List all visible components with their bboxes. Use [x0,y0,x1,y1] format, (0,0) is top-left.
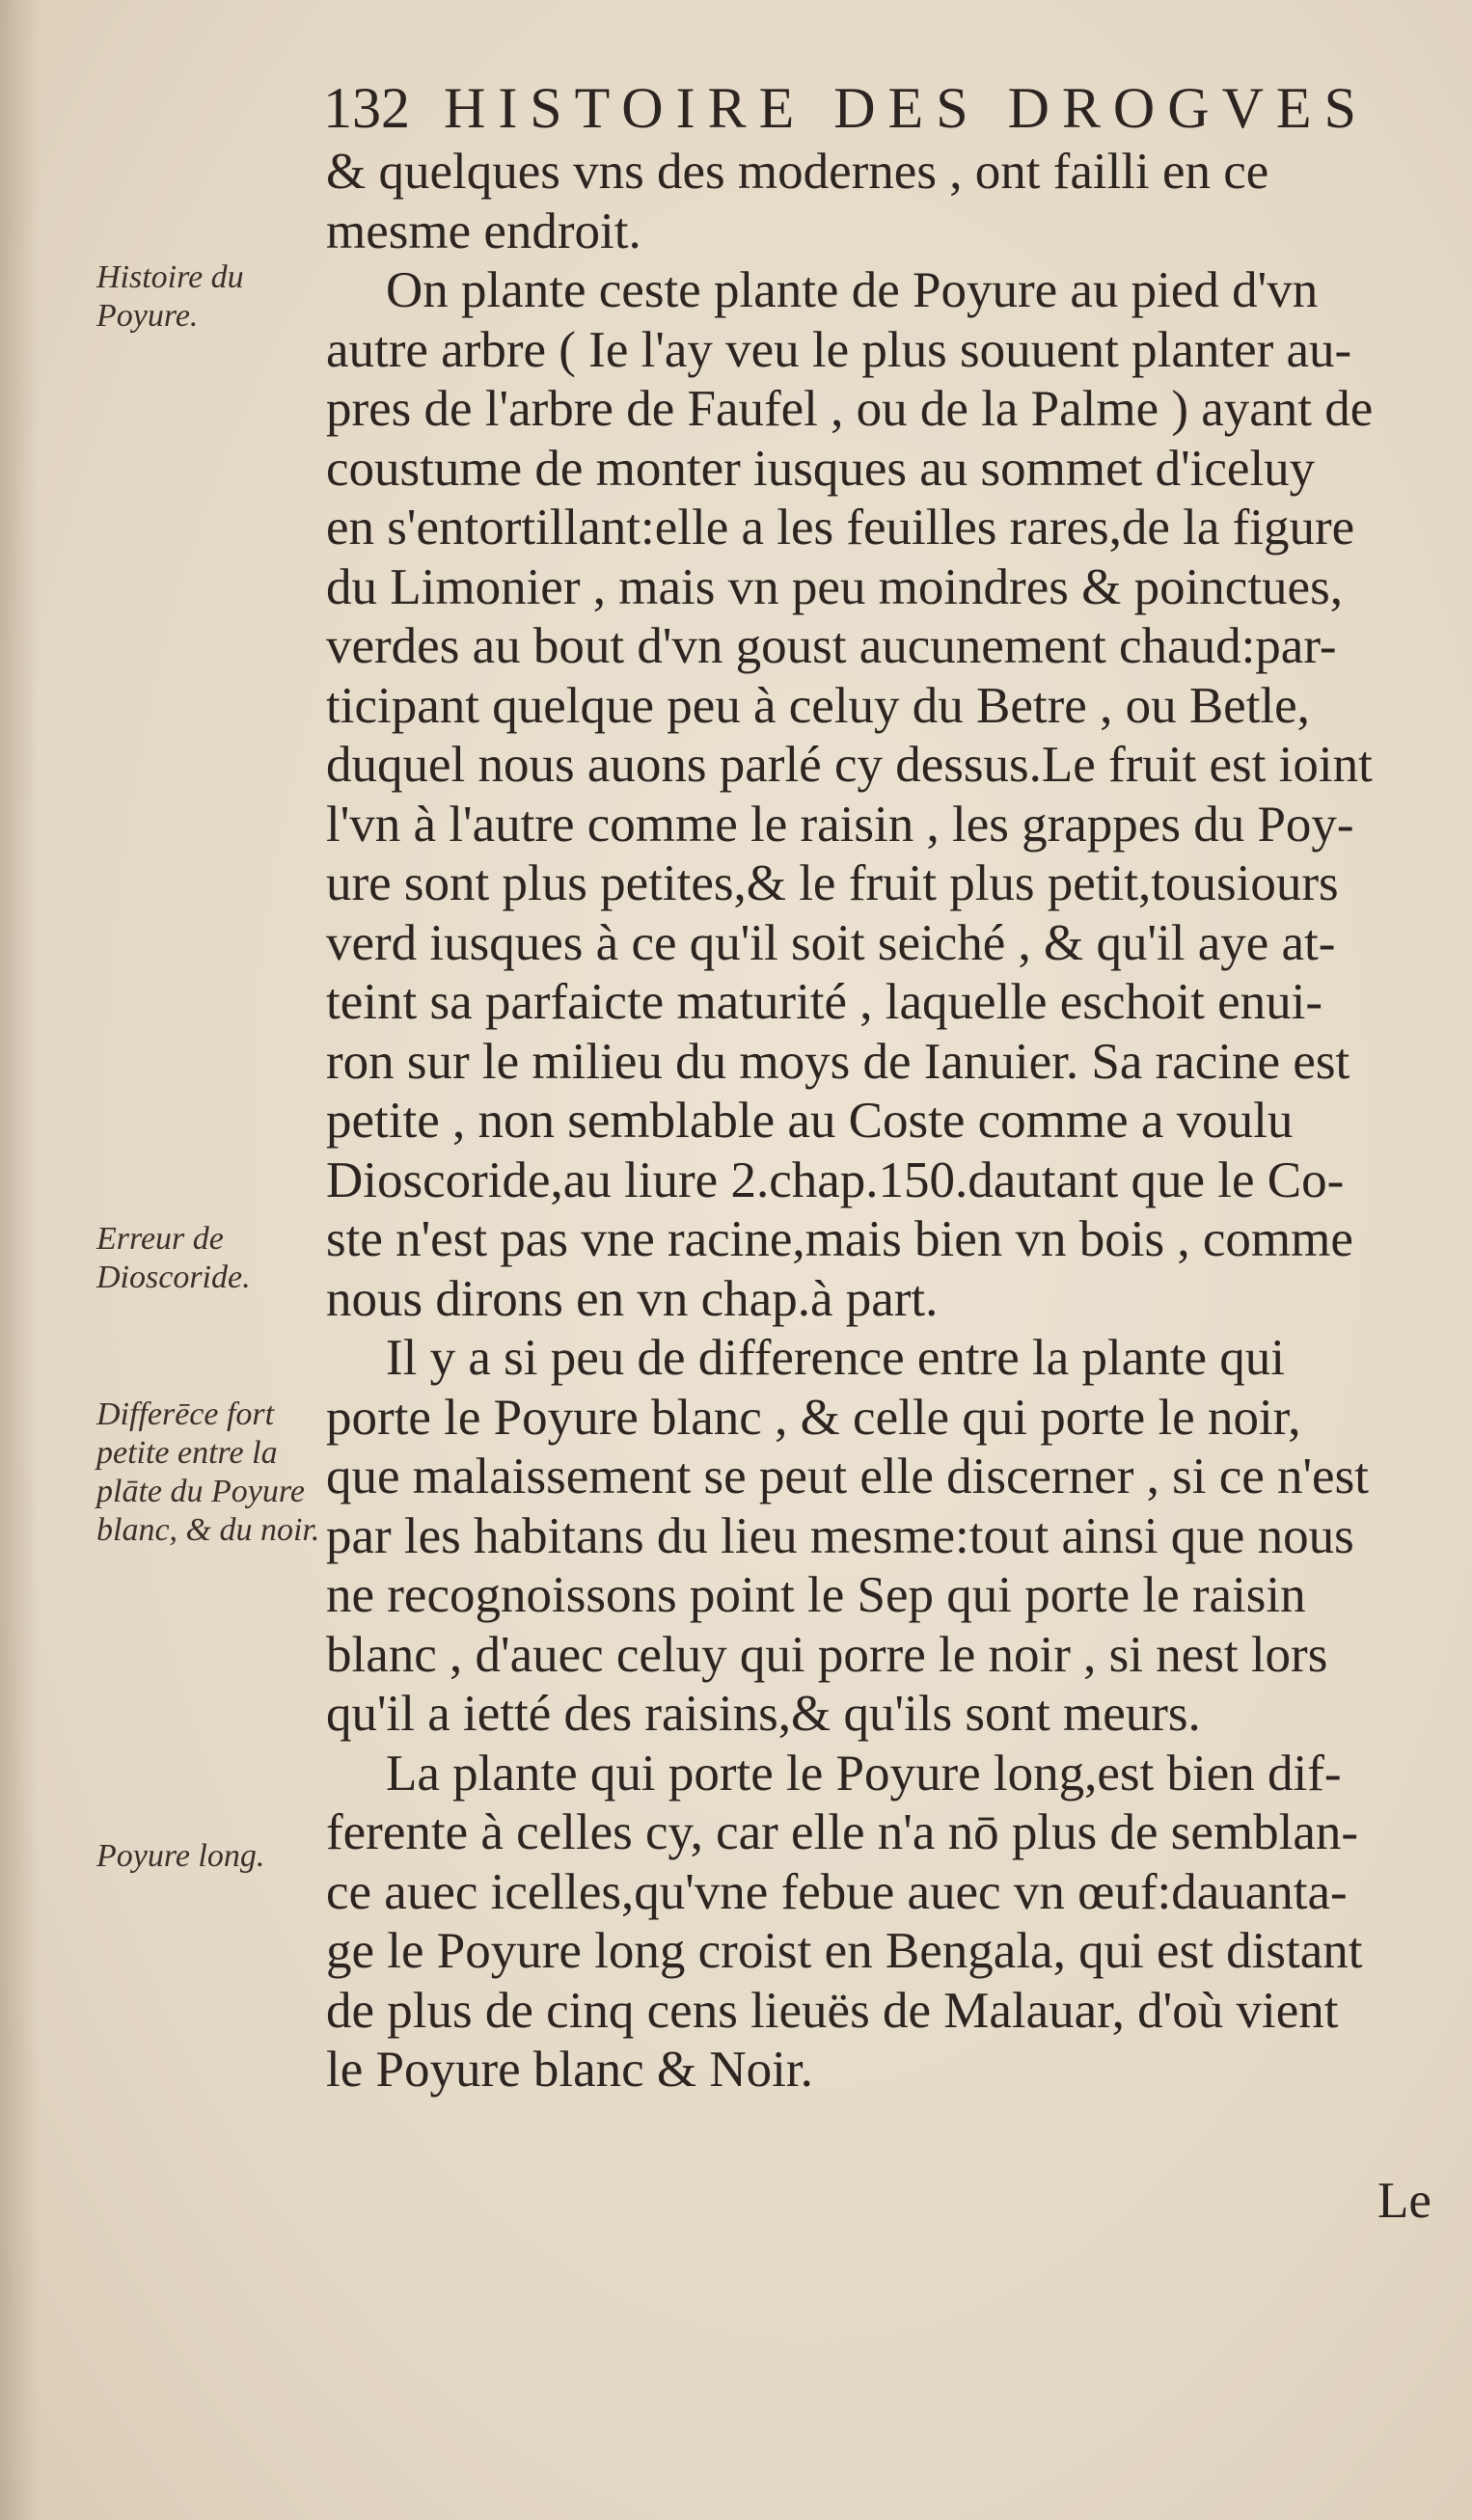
running-title: HISTOIRE DES DROGVES [444,76,1369,140]
text-line: autre arbre ( Ie l'ay veu le plus souuent planter au- [326,321,1352,378]
page-gutter-shadow [0,0,39,2520]
text-line: coustume de monter iusques au sommet d'iceluy [326,440,1316,497]
text-line: qu'il a ietté des raisins,& qu'ils sont meurs. [326,1686,1201,1742]
text-line: mesme endroit. [326,203,641,259]
text-line: ce auec icelles,qu'vne febue auec vn œuf:dauanta- [326,1863,1348,1920]
margin-note-erreur: Erreur de Dioscoride. [96,1221,251,1295]
text-line: teint sa parfaicte maturité , laquelle eschoit enui- [326,974,1323,1030]
text-line: ron sur le milieu du moys de Ianuier. Sa racine est [326,1033,1350,1090]
text-line: petite , non semblable au Coste comme a voulu [326,1093,1294,1149]
text-line: ticipant quelque peu à celuy du Betre , ou Betle, [326,677,1310,734]
text-line: blanc , d'auec celuy qui porre le noir , si nest lors [326,1626,1328,1683]
text-line: & quelques vns des modernes , ont failli en ce [326,144,1269,200]
margin-note-difference: Differēce fort petite entre la plāte du Poyure blanc, & du noir. [96,1396,320,1548]
text-line: du Limonier , mais vn peu moindres & poinctues, [326,558,1343,615]
text-line: verdes au bout d'vn goust aucunement chaud:par- [326,618,1337,674]
text-line: que malaissement se peut elle discerner , si ce n'est [326,1449,1369,1504]
margin-note-poyure-long: Poyure long. [96,1838,265,1874]
text-line: en s'entortillant:elle a les feuilles rares,de la figure [326,500,1355,555]
running-head [323,69,1369,147]
text-line: ne recognoissons point le Sep qui porte le raisin [326,1567,1306,1623]
text-line: le Poyure blanc & Noir. [326,2042,813,2098]
text-line: ferente à celles cy, car elle n'a nō plus de semblan- [326,1804,1359,1860]
text-line: nous dirons en vn chap.à part. [326,1270,939,1327]
text-line: pres de l'arbre de Faufel , ou de la Palme ) ayant de [326,381,1374,437]
text-line: porte le Poyure blanc , & celle qui porte le noir, [326,1389,1301,1446]
text-line: ure sont plus petites,& le fruit plus petit,tousiours [326,855,1339,911]
text-line: par les habitans du lieu mesme:tout ainsi que nous [326,1507,1354,1564]
text-line: ge le Poyure long croist en Bengala, qui est distant [326,1923,1363,1979]
text-line: ste n'est pas vne racine,mais bien vn bois , comme [326,1211,1353,1267]
text-line: Dioscoride,au liure 2.chap.150.dautant que le Co- [326,1152,1345,1208]
text-line: Il y a si peu de difference entre la plante qui [386,1330,1286,1386]
text-line: duquel nous auons parlé cy dessus.Le fruit est ioint [326,737,1373,793]
catchword: Le [1377,2173,1431,2229]
page-number: 132 [323,76,410,140]
text-line: l'vn à l'autre comme le raisin , les grappes du Poy- [326,796,1354,853]
text-line: de plus de cinq cens lieuës de Malauar, d'où vient [326,1982,1339,2039]
body-text [326,143,1416,2100]
text-line: verd iusques à ce qu'il soit seiché , & qu'il aye at- [326,914,1336,971]
text-line: La plante qui porte le Poyure long,est bien dif- [386,1745,1342,1802]
margin-note-histoire: Histoire du Poyure. [96,259,244,334]
text-line: On plante ceste plante de Poyure au pied d'vn [386,262,1319,318]
